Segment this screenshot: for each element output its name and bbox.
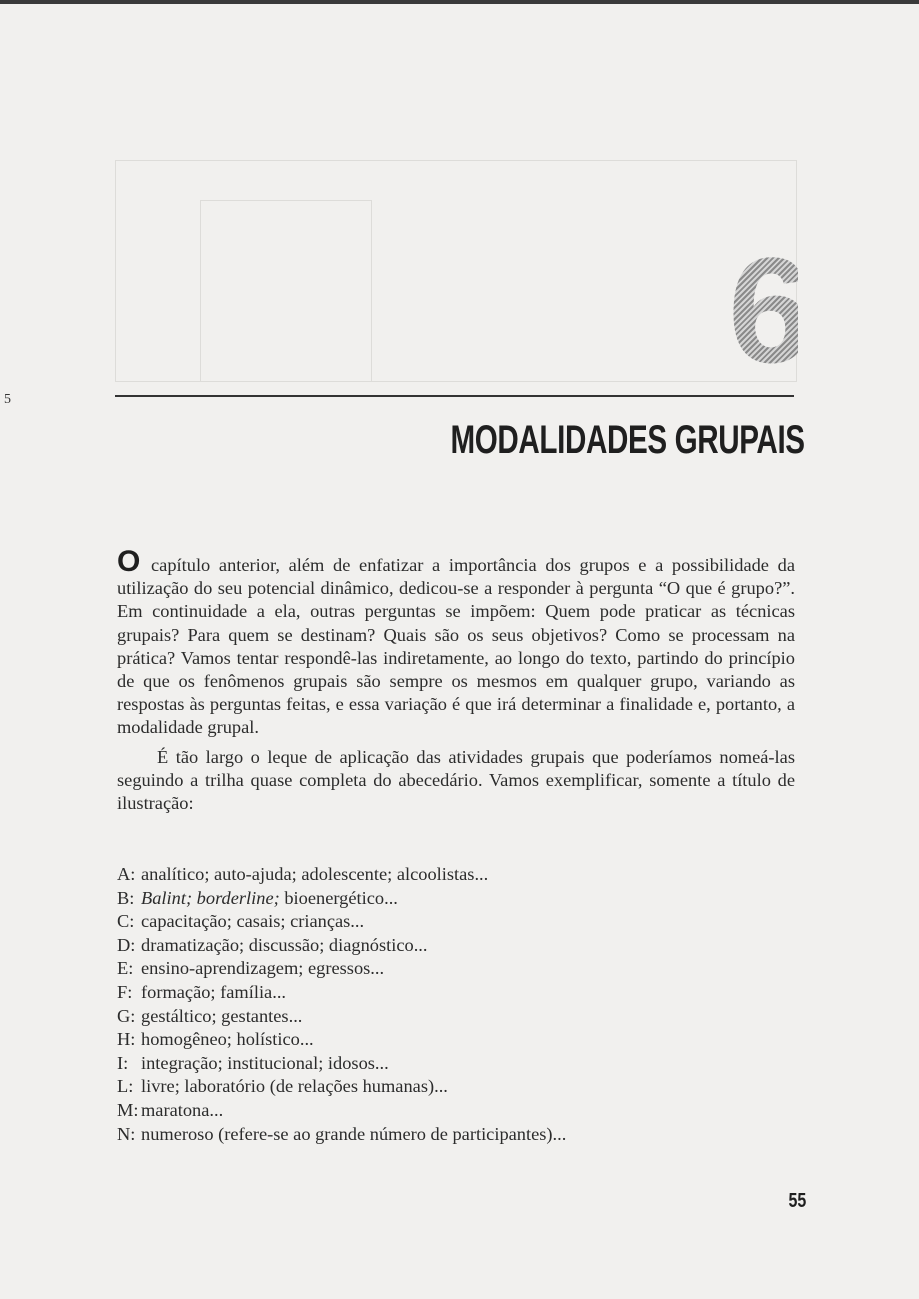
list-item	[117, 1005, 797, 1029]
list-item-key: C:	[117, 911, 135, 932]
list-item	[117, 934, 797, 958]
list-item-text: maratona...	[141, 1099, 224, 1120]
list-item-text: bioenergético...	[279, 887, 398, 908]
list-item-text: analítico; auto-ajuda; adolescente; alcoolistas...	[141, 864, 489, 884]
list-item	[117, 910, 797, 934]
list-item	[117, 1123, 797, 1147]
list-item-text: capacitação; casais; crianças...	[141, 911, 365, 932]
list-item	[117, 863, 797, 887]
list-item-key: E:	[117, 958, 134, 979]
modality-list	[117, 863, 797, 1146]
list-item-key: N:	[117, 1123, 136, 1144]
list-item-key: M:	[117, 1099, 139, 1120]
list-item	[117, 957, 797, 981]
list-item	[117, 1052, 797, 1076]
list-item-text: integração; institucional; idosos...	[141, 1052, 389, 1073]
chapter-number: 6	[728, 226, 812, 394]
list-item-text: numeroso (refere-se ao grande número de participantes)...	[141, 1123, 567, 1144]
list-item-key: F:	[117, 981, 133, 1002]
list-item-text: dramatização; discussão; diagnóstico...	[141, 934, 428, 955]
paragraph-2: É tão largo o leque de aplicação das atividades grupais que poderíamos nomeá-las seguindo a trilha quase completa do abecedário. Vamos exemplificar, somente a título de ilustração:	[117, 746, 795, 814]
list-item	[117, 981, 797, 1005]
paragraph-1	[117, 545, 795, 740]
page-top-edge	[0, 0, 919, 4]
list-item	[117, 887, 797, 911]
list-item-key: L:	[117, 1076, 134, 1097]
list-item-text: homogêneo; holístico...	[141, 1029, 314, 1050]
chapter-rule	[115, 395, 794, 397]
list-item-text: ensino-aprendizagem; egressos...	[141, 958, 385, 979]
list-item-key: A:	[117, 864, 136, 884]
list-item-text: livre; laboratório (de relações humanas)...	[141, 1076, 448, 1097]
list-item-key: I:	[117, 1052, 129, 1073]
list-item	[117, 1075, 797, 1099]
list-item-text: formação; família...	[141, 981, 287, 1002]
page-number: 55	[788, 1190, 806, 1212]
list-item-key: D:	[117, 934, 136, 955]
list-item-text: gestáltico; gestantes...	[141, 1005, 303, 1026]
body-text	[117, 545, 795, 815]
chapter-title: MODALIDADES GRUPAIS	[450, 418, 805, 462]
margin-mark: 5	[4, 392, 11, 407]
list-item-key: B:	[117, 887, 135, 908]
list-item-italic-text: Balint; borderline;	[141, 887, 280, 908]
paragraph-1-text: capítulo anterior, além de enfatizar a importância dos grupos e a possibilidade da utilização do seu potencial dinâmico, dedicou-se a responder à pergunta “O que é grupo?”. Em continuidade a ela, outras perguntas se impõem: Quem pode praticar as técnicas grupais? Para quem se destinam? Quais são os seus objetivos? Como se processam na prática? Vamos tentar respondê-las indiretamente, ao longo do texto, partindo do princípio de que os fenômenos grupais são sempre os mesmos em qualquer grupo, variando as respostas às perguntas feitas, e essa variação é que irá determinar a finalidade e, portanto, a modalidade grupal.	[117, 555, 795, 738]
bleed-through-table	[115, 160, 812, 394]
list-item-key: H:	[117, 1029, 136, 1050]
list-item	[117, 1028, 797, 1052]
drop-cap: O	[117, 545, 141, 578]
list-item-key: G:	[117, 1005, 136, 1026]
list-item	[117, 1099, 797, 1123]
bleed-through-cell	[200, 200, 372, 382]
